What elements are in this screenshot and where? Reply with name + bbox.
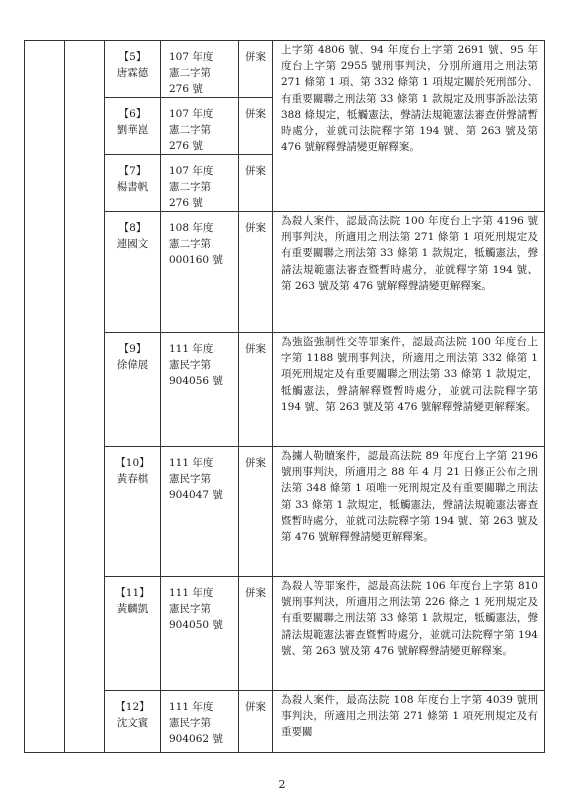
case-number-line: 276 號 bbox=[169, 140, 203, 152]
petition-table bbox=[24, 40, 545, 753]
petitioner-name: 黃春棋 bbox=[116, 473, 149, 485]
petitioner-cell bbox=[105, 41, 161, 98]
merge-status: 併案 bbox=[239, 155, 273, 212]
petitioner-number: 【6】 bbox=[118, 108, 147, 120]
petitioner-name: 黃麟凱 bbox=[116, 603, 149, 615]
petitioner-name: 連國文 bbox=[116, 238, 149, 250]
case-number-line: 111 年度 bbox=[169, 343, 214, 355]
merge-status: 併案 bbox=[239, 447, 273, 577]
merge-status: 併案 bbox=[239, 577, 273, 691]
petitioner-cell bbox=[105, 155, 161, 212]
petitioner-number: 【9】 bbox=[118, 343, 147, 355]
case-description: 為殺人案件，最高法院 108 年度台上字第 4039 號刑事判決，所適用之刑法第 271 條第 1 項死刑規定及有重要關 bbox=[273, 691, 545, 753]
merge-status: 併案 bbox=[239, 98, 273, 155]
merge-status: 併案 bbox=[239, 212, 273, 333]
case-number-line: 904056 號 bbox=[169, 375, 223, 387]
petitioner-number: 【12】 bbox=[115, 701, 150, 713]
case-number-line: 276 號 bbox=[169, 83, 203, 95]
case-description: 為擄人勒贖案件，認最高法院 89 年度台上字第 2196 號刑事判決，所適用之 88 年 4 月 21 日修正公布之刑法第 348 條第 1 項唯一死刑規定及有重要關聯之刑法第 33 條第 1 款規定，牴觸憲法，聲請法規範憲法審查暨暫時處分，並就司法院釋字第 194 號、第 263 號及第 476 號解釋聲請變更解釋案。 bbox=[273, 447, 545, 577]
case-number-line: 107 年度 bbox=[169, 51, 214, 63]
case-number-line: 904062 號 bbox=[169, 733, 223, 745]
petitioner-name: 唐霖德 bbox=[116, 67, 149, 79]
petitioner-name: 徐偉展 bbox=[116, 359, 149, 371]
petitioner-number: 【10】 bbox=[115, 457, 150, 469]
case-number-cell bbox=[161, 212, 239, 333]
case-number-cell bbox=[161, 333, 239, 447]
petitioner-number: 【8】 bbox=[118, 222, 147, 234]
blank-column-2 bbox=[65, 41, 105, 753]
case-description: 為強盜強制性交等罪案件，認最高法院 100 年度台上字第 1188 號刑事判決，所適用之刑法第 332 條第 1 項死刑規定及有重要關聯之刑法第 33 條第 1 款規定，牴觸憲法，聲請解釋暨暫時處分，並就司法院釋字第 194 號、第 263 號及第 476 號解釋聲請變更解釋案。 bbox=[273, 333, 545, 447]
petitioner-name: 楊書帆 bbox=[116, 181, 149, 193]
petitioner-number: 【7】 bbox=[118, 165, 147, 177]
petitioner-cell bbox=[105, 212, 161, 333]
case-number-cell bbox=[161, 447, 239, 577]
merge-status: 併案 bbox=[239, 691, 273, 753]
case-number-line: 憲二字第 bbox=[169, 181, 211, 193]
case-description: 為殺人案件，認最高法院 100 年度台上字第 4196 號刑事判決，所適用之刑法第 271 條第 1 項死刑規定及有重要關聯之刑法第 33 條第 1 款規定，牴觸憲法，聲請法規範憲法審查暨暫時處分，並就釋字第 194 號、第 263 號及第 476 號解釋聲請變更解釋案。 bbox=[273, 212, 545, 333]
case-number-cell bbox=[161, 155, 239, 212]
case-number-cell bbox=[161, 98, 239, 155]
merge-status: 併案 bbox=[239, 333, 273, 447]
case-number-line: 111 年度 bbox=[169, 701, 214, 713]
petitioner-cell bbox=[105, 577, 161, 691]
case-number-line: 憲民字第 bbox=[169, 603, 211, 615]
case-number-line: 108 年度 bbox=[169, 222, 214, 234]
petitioner-name: 沈文賓 bbox=[116, 717, 149, 729]
petitioner-cell bbox=[105, 447, 161, 577]
case-number-line: 904047 號 bbox=[169, 489, 223, 501]
case-number-line: 憲二字第 bbox=[169, 124, 211, 136]
case-description: 上字第 4806 號、94 年度台上字第 2691 號、95 年度台上字第 2955 號刑事判決，分別所適用之刑法第 271 條第 1 項、第 332 條第 1 項規定關於死刑部分、有重要關聯之刑法第 33 條第 1 款規定及刑事訴訟法第 388 條規定，牴觸憲法，聲請法規範憲法審查併聲請暫時處分，並就司法院釋字第 194 號、第 263 號及第 476 號解釋聲請變更解釋案。 bbox=[273, 41, 545, 212]
case-number-line: 107 年度 bbox=[169, 165, 214, 177]
case-number-line: 111 年度 bbox=[169, 457, 214, 469]
page-number: 2 bbox=[278, 778, 286, 791]
case-number-line: 憲民字第 bbox=[169, 717, 211, 729]
petitioner-cell bbox=[105, 98, 161, 155]
case-number-line: 276 號 bbox=[169, 197, 203, 209]
case-number-line: 111 年度 bbox=[169, 587, 214, 599]
case-number-line: 憲二字第 bbox=[169, 67, 211, 79]
case-number-line: 107 年度 bbox=[169, 108, 214, 120]
petitioner-cell bbox=[105, 333, 161, 447]
case-number-line: 憲民字第 bbox=[169, 473, 211, 485]
table-row bbox=[25, 41, 545, 98]
merge-status: 併案 bbox=[239, 41, 273, 98]
case-number-cell bbox=[161, 577, 239, 691]
case-number-cell bbox=[161, 691, 239, 753]
petitioner-cell bbox=[105, 691, 161, 753]
case-number-line: 憲民字第 bbox=[169, 359, 211, 371]
petitioner-name: 劉華崑 bbox=[116, 124, 149, 136]
blank-column-1 bbox=[25, 41, 65, 753]
case-number-line: 000160 號 bbox=[169, 254, 223, 266]
petitioner-number: 【11】 bbox=[115, 587, 150, 599]
petitioner-number: 【5】 bbox=[118, 51, 147, 63]
case-number-line: 904050 號 bbox=[169, 619, 223, 631]
case-number-cell bbox=[161, 41, 239, 98]
case-number-line: 憲二字第 bbox=[169, 238, 211, 250]
case-description: 為殺人等罪案件，認最高法院 106 年度台上字第 810 號刑事判決，所適用之刑法第 226 條之 1 死刑規定及有重要關聯之刑法第 33 條第 1 款規定，牴觸憲法，聲請法規範憲法審查暨暫時處分，並就司法院釋字第 194 號、第 263 號及第 476 號解釋聲請變更解釋案。 bbox=[273, 577, 545, 691]
